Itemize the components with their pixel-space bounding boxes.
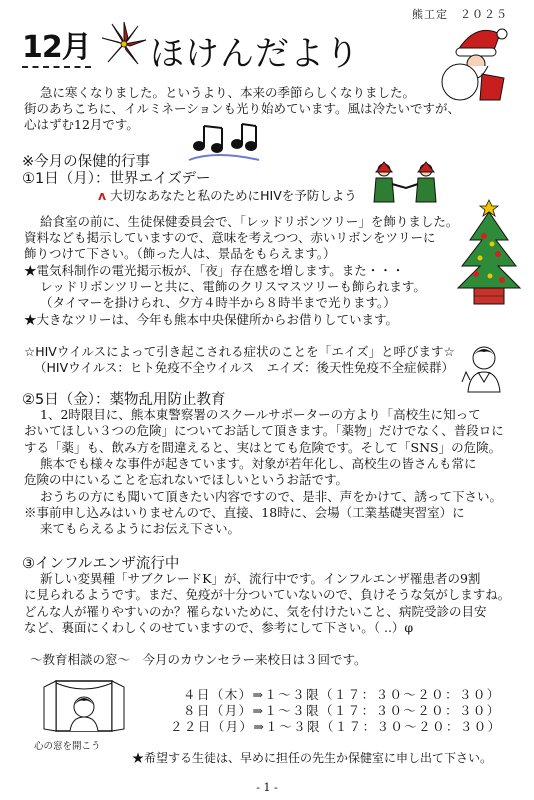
paragraph-line: 1、2時限目に、熊本東警察署のスクールサポーターの方より「高校生に知って: [40, 407, 481, 422]
paragraph-line: 来てもらえるようにお伝え下さい。: [40, 521, 241, 536]
intro-line: 心はずむ12月です。: [24, 117, 139, 132]
red-ribbon-icon: ᴧ: [98, 188, 107, 203]
counseling-heading: ～教育相談の窓～ 今月のカウンセラー来校日は３回です。: [30, 652, 367, 667]
intro-line: 急に寒くなりました。というより、本来の季節らしくなりました。: [40, 85, 416, 100]
paragraph-line: 給食室の前に、生徒保健委員会で、「レッドリボンツリー」を飾りました。: [40, 214, 459, 229]
paragraph-line: おいてほしい３つの危険」についてお話して頂きます。「薬物」だけでなく、普段ロに: [24, 423, 504, 438]
counselor-date: ２２日（月）⇒１～３限（１７：３０～２０：３０）: [170, 719, 502, 734]
newsletter-title: ほけんだより: [150, 34, 360, 74]
counseling-note: ★希望する生徒は、早めに担任の先生か保健室に申し出て下さい。: [132, 751, 493, 765]
christmas-tree-icon: [454, 196, 524, 306]
page-number: - 1 -: [256, 781, 278, 794]
hiv-definition: （HIVウイルス：ヒト免疫不全ウイルス エイズ：後天性免疫不全症候群）: [34, 360, 455, 375]
paragraph-line: どんな人が罹りやすいのか？罹らないために、気を付けたいこと、病院受診の目安: [24, 604, 487, 619]
paragraph-line: など、裏面にくわしくのせていますので、参考にして下さい。（ ..）φ: [24, 620, 414, 635]
slogan-text: 大切なあなたと私のためにHIVを予防しよう: [110, 188, 357, 203]
hiv-note: ☆HIVウイルスによって引き起こされる症状のことを「エイズ」と呼びます☆: [24, 344, 455, 359]
paragraph-line: 危険の中にいることを忘れないでほしいというお話です。: [24, 472, 349, 487]
influenza-heading: ③インフルエンザ流行中: [22, 556, 180, 572]
month-label: 12月: [22, 22, 91, 68]
paragraph-line: 資料なども掲示していますので、意味を考えつつ、赤いリボンをツリーに: [24, 230, 436, 245]
paragraph-line: ※事前申し込みはいりませんので、直接、18時に、会場（工業基礎実習室）に: [24, 505, 465, 520]
paragraph-line: する「薬」も、飲み方を間違えると、実はとても危険です。そして「SNS」の危険。: [24, 440, 502, 455]
intro-line: 街のあちこちに、イルミネーションも光り始めています。風は冷たいですが、: [24, 101, 461, 116]
music-notes-icon: [185, 120, 265, 164]
greeting-people-icon: [370, 160, 442, 204]
window-caption: 心の窓を開こう: [34, 741, 101, 752]
paragraph-line: レッドリボンツリーと共に、電飾のクリスマスツリーも飾られます。: [40, 279, 426, 294]
paragraph-line: 熊本でも様々な事件が起きています。対象が若年化し、高校生の皆さんも常に: [40, 456, 477, 471]
paragraph-line: おうちの方にも聞いて頂きたい内容ですので、是非、声をかけて、誘って下さい。: [40, 489, 503, 504]
paragraph-line: 飾りつけて下さい。（飾った人は、景品をもらえます。）: [24, 246, 336, 261]
section-heading: ※今月の保健的行事: [22, 154, 151, 170]
paragraph-line: ★電気科制作の電光掲示板が、「夜」存在感を増します。また・・・: [24, 263, 405, 278]
counselor-date: ８日（月）⇒１～３限（１７：３０～２０：３０）: [183, 703, 501, 718]
counselor-date: ４日（木）⇒１～３限（１７：３０～２０：３０）: [183, 687, 501, 702]
drug-education-heading: ②5日（金）：薬物乱用防止教育: [22, 392, 226, 408]
doctor-icon: [460, 342, 510, 394]
poinsettia-icon: [98, 18, 150, 70]
aids-day-heading: ①1日（月）：世界エイズデー: [22, 171, 211, 187]
school-name: 熊工定 ２０２５: [412, 8, 508, 21]
paragraph-line: ★大きなツリーは、今年も熊本中央保健所からお借りしています。: [24, 312, 399, 327]
paragraph-line: に見られるようです。まだ、免疫が十分ついていないので、負けそうな気がしますね。: [24, 587, 511, 602]
paragraph-line: 新しい変異種「サブクレードK」が、流行中です。インフルエンザ罹患者の9割: [40, 571, 481, 586]
window-girl-icon: [42, 675, 126, 735]
aids-slogan: [98, 186, 357, 204]
paragraph-line: （タイマーを掛けられ、夕方４時半から８時半まで光ります。）: [40, 295, 396, 310]
santa-icon: [438, 20, 518, 102]
